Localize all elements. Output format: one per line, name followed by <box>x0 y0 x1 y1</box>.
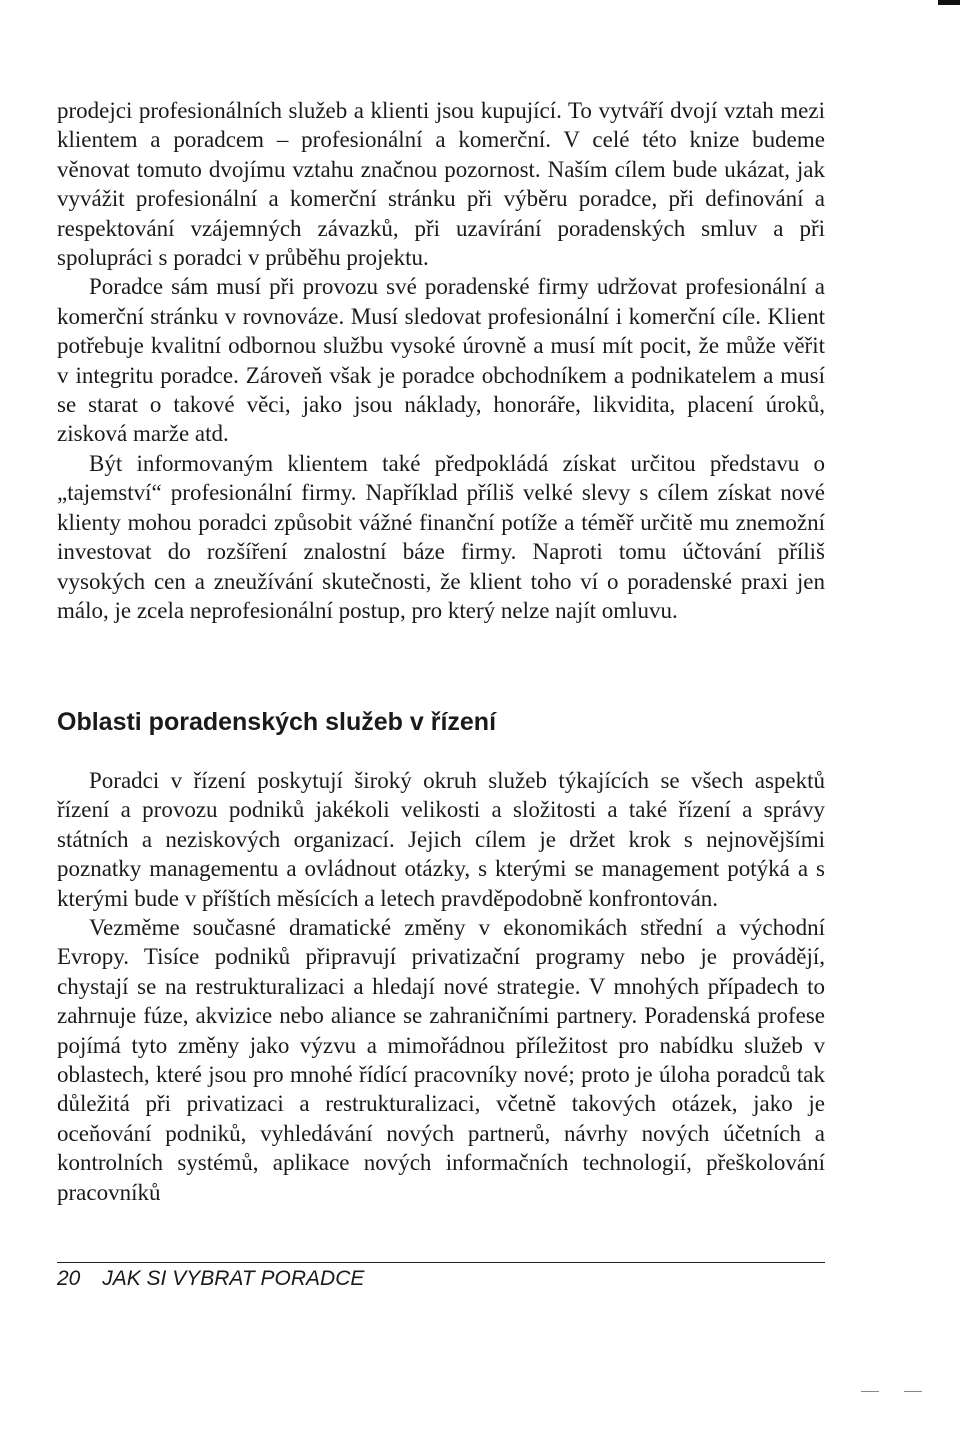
intro-text-block <box>57 96 825 625</box>
corner-scan-mark <box>938 0 960 5</box>
paragraph: Poradce sám musí při provozu své poradenské firmy udržovat profesionální a komerční stránku v rovnováze. Musí sledovat profesionální i komerční cíle. Klient potřebuje kvalitní odbornou službu vysoké úrovně a musí mít pocit, že může věřit v integritu poradce. Zároveň však je poradce obchodníkem a podnikatelem a musí se starat o takové věci, jako jsou náklady, honoráře, likvidita, placení úroků, zisková marže atd. <box>57 274 825 447</box>
section-text-block <box>57 766 825 1207</box>
footer-divider <box>57 1262 825 1263</box>
paragraph: Poradci v řízení poskytují široký okruh služeb týkajících se všech aspektů řízení a provozu podniků jakékoli velikosti a složitosti a také řízení a správy státních a neziskových organizací. Jejich cílem je držet krok s nejnovějšími poznatky managementu a ovládnout otázky, s kterými se management potýká a s kterými bude v příštích měsících a letech pravděpodobně konfrontován. <box>57 768 825 911</box>
page-number: 20 <box>57 1267 81 1290</box>
running-title: JAK SI VYBRAT PORADCE <box>102 1267 365 1290</box>
scan-edge-mark <box>904 1391 922 1392</box>
paragraph: Vezměme současné dramatické změny v ekonomikách střední a východní Evropy. Tisíce podniků připravují privatizační programy nebo je provádějí, chystají se na restrukturalizaci a hledají nové strategie. V mnohých případech to zahrnuje fúze, akvizice nebo aliance se zahraničními partnery. Poradenská profese pojímá tyto změny jako výzvu a mimořádnou příležitost pro nabídku služeb v oblastech, které jsou pro mnohé řídící pracovníky nové; proto je úloha poradců tak důležitá při privatizaci a restrukturalizaci, včetně takových otázek, jako je oceňování podniků, vyhledávání nových partnerů, návrhy nových účetních a kontrolních systémů, aplikace nových informačních technologií, přeškolování pracovníků <box>57 915 825 1205</box>
paragraph: Být informovaným klientem také předpokládá získat určitou představu o „tajemství“ profesionální firmy. Například příliš velké slevy s cílem získat nové klienty mohou poradci způsobit vážné finanční potíže a téměř určitě mu znemožní investovat do rozšíření znalostní báze firmy. Naproti tomu účtování příliš vysokých cen a zneužívání skutečnosti, že klient toho ví o poradenské praxi jen málo, je zcela neprofesionální postup, pro který nelze najít omluvu. <box>57 450 825 623</box>
page-footer <box>57 1266 364 1292</box>
scan-edge-mark <box>861 1391 879 1392</box>
paragraph: prodejci profesionálních služeb a klienti jsou kupující. To vytváří dvojí vztah mezi klientem a poradcem – profesionální a komerční. V celé této knize budeme věnovat tomuto dvojímu vztahu značnou pozornost. Naším cílem bude ukázat, jak vyvážit profesionální a komerční stránku při výběru poradce, při definování a respektování vzájemných závazků, při uzavírání poradenských smluv a při spolupráci s poradci v průběhu projektu. <box>57 98 825 271</box>
section-heading: Oblasti poradenských služeb v řízení <box>57 708 497 736</box>
